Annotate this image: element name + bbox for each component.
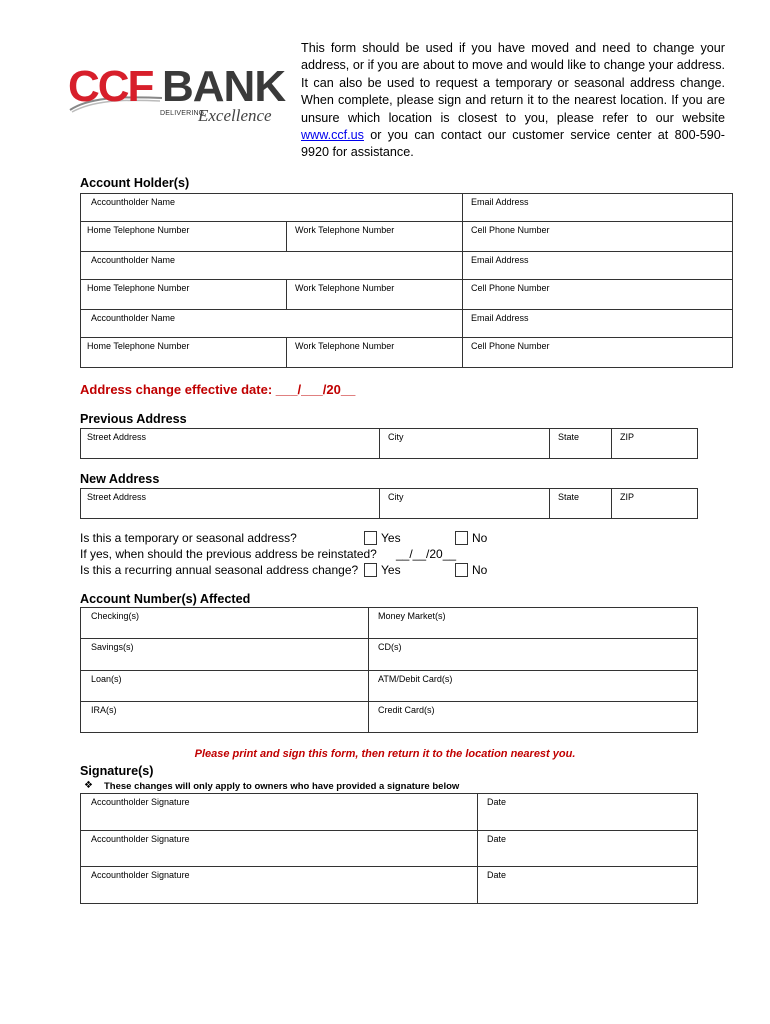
logo-tagline-small: DELIVERING bbox=[160, 110, 205, 117]
home-phone-field-3[interactable]: Home Telephone Number bbox=[81, 338, 287, 368]
signature-field-3[interactable]: Accountholder Signature bbox=[81, 867, 478, 904]
return-instructions: Please print and sign this form, then return it to the location nearest you. bbox=[194, 748, 576, 760]
accounts-heading: Account Number(s) Affected bbox=[80, 592, 251, 606]
effective-date-line[interactable]: Address change effective date: ___/___/20__ bbox=[80, 382, 356, 397]
signatures-table bbox=[80, 793, 698, 904]
question-temporary: Is this a temporary or seasonal address? bbox=[80, 531, 297, 545]
previous-address-heading: Previous Address bbox=[80, 412, 187, 426]
intro-paragraph bbox=[301, 40, 725, 162]
email-field-1[interactable]: Email Address bbox=[463, 194, 733, 222]
ira-field[interactable]: IRA(s) bbox=[81, 702, 369, 733]
previous-state-field[interactable]: State bbox=[550, 429, 612, 459]
date-field-2[interactable]: Date bbox=[478, 831, 698, 867]
cell-phone-field-1[interactable]: Cell Phone Number bbox=[463, 222, 733, 252]
previous-street-field[interactable]: Street Address bbox=[81, 429, 380, 459]
cell-phone-field-2[interactable]: Cell Phone Number bbox=[463, 280, 733, 310]
new-state-field[interactable]: State bbox=[550, 489, 612, 519]
temporary-no-label: No bbox=[472, 531, 488, 545]
temporary-yes-label: Yes bbox=[381, 531, 401, 545]
previous-address-table bbox=[80, 428, 698, 459]
logo-tagline-script: Excellence bbox=[198, 106, 272, 125]
new-street-field[interactable]: Street Address bbox=[81, 489, 380, 519]
accounts-table bbox=[80, 607, 698, 733]
ccf-bank-logo bbox=[68, 62, 286, 132]
signature-field-2[interactable]: Accountholder Signature bbox=[81, 831, 478, 867]
question-recurring: Is this a recurring annual seasonal address change? bbox=[80, 563, 359, 577]
work-phone-field-3[interactable]: Work Telephone Number bbox=[287, 338, 463, 368]
intro-text-2: or you can contact our customer service center at 800-590-9920 for assistance. bbox=[301, 128, 725, 160]
checking-field[interactable]: Checking(s) bbox=[81, 608, 369, 639]
credit-card-field[interactable]: Credit Card(s) bbox=[369, 702, 698, 733]
email-field-3[interactable]: Email Address bbox=[463, 310, 733, 338]
question-reinstate: If yes, when should the previous address be reinstated? bbox=[80, 547, 377, 561]
home-phone-field-1[interactable]: Home Telephone Number bbox=[81, 222, 287, 252]
recurring-no-label: No bbox=[472, 563, 488, 577]
signature-field-1[interactable]: Accountholder Signature bbox=[81, 794, 478, 831]
previous-zip-field[interactable]: ZIP bbox=[612, 429, 698, 459]
cds-field[interactable]: CD(s) bbox=[369, 639, 698, 671]
signatures-heading: Signature(s) bbox=[80, 764, 154, 778]
date-field-3[interactable]: Date bbox=[478, 867, 698, 904]
accountholder-name-field-2[interactable]: Accountholder Name bbox=[81, 252, 463, 280]
money-market-field[interactable]: Money Market(s) bbox=[369, 608, 698, 639]
loan-field[interactable]: Loan(s) bbox=[81, 671, 369, 702]
savings-field[interactable]: Savings(s) bbox=[81, 639, 369, 671]
temporary-no-checkbox[interactable] bbox=[455, 531, 468, 545]
reinstate-date-blank[interactable]: __/__/20__ bbox=[396, 547, 457, 561]
new-address-table bbox=[80, 488, 698, 519]
new-city-field[interactable]: City bbox=[380, 489, 550, 519]
work-phone-field-2[interactable]: Work Telephone Number bbox=[287, 280, 463, 310]
previous-city-field[interactable]: City bbox=[380, 429, 550, 459]
home-phone-field-2[interactable]: Home Telephone Number bbox=[81, 280, 287, 310]
new-address-heading: New Address bbox=[80, 472, 160, 486]
account-holders-heading: Account Holder(s) bbox=[80, 176, 190, 190]
accountholder-name-field-3[interactable]: Accountholder Name bbox=[81, 310, 463, 338]
recurring-yes-checkbox[interactable] bbox=[364, 563, 377, 577]
logo-bank-text: BANK bbox=[162, 62, 286, 111]
recurring-no-checkbox[interactable] bbox=[455, 563, 468, 577]
accountholder-name-field-1[interactable]: Accountholder Name bbox=[81, 194, 463, 222]
logo-ccf-text: CCF bbox=[68, 62, 153, 111]
date-field-1[interactable]: Date bbox=[478, 794, 698, 831]
signature-note: These changes will only apply to owners who have provided a signature below bbox=[104, 781, 460, 792]
email-field-2[interactable]: Email Address bbox=[463, 252, 733, 280]
new-zip-field[interactable]: ZIP bbox=[612, 489, 698, 519]
recurring-yes-label: Yes bbox=[381, 563, 401, 577]
cell-phone-field-3[interactable]: Cell Phone Number bbox=[463, 338, 733, 368]
intro-text-1: This form should be used if you have moved and need to change your address, or if you are about to move and would like to change your address. It can also be used to request a temporary or seasonal address change. When complete, please sign and return it to the nearest location. If you are unsure which location is closest to you, please refer to our website bbox=[301, 41, 725, 125]
work-phone-field-1[interactable]: Work Telephone Number bbox=[287, 222, 463, 252]
website-link[interactable]: www.ccf.us bbox=[301, 128, 364, 143]
account-holders-table bbox=[80, 193, 733, 368]
diamond-bullet-icon: ❖ bbox=[84, 780, 93, 791]
temporary-yes-checkbox[interactable] bbox=[364, 531, 377, 545]
atm-debit-field[interactable]: ATM/Debit Card(s) bbox=[369, 671, 698, 702]
